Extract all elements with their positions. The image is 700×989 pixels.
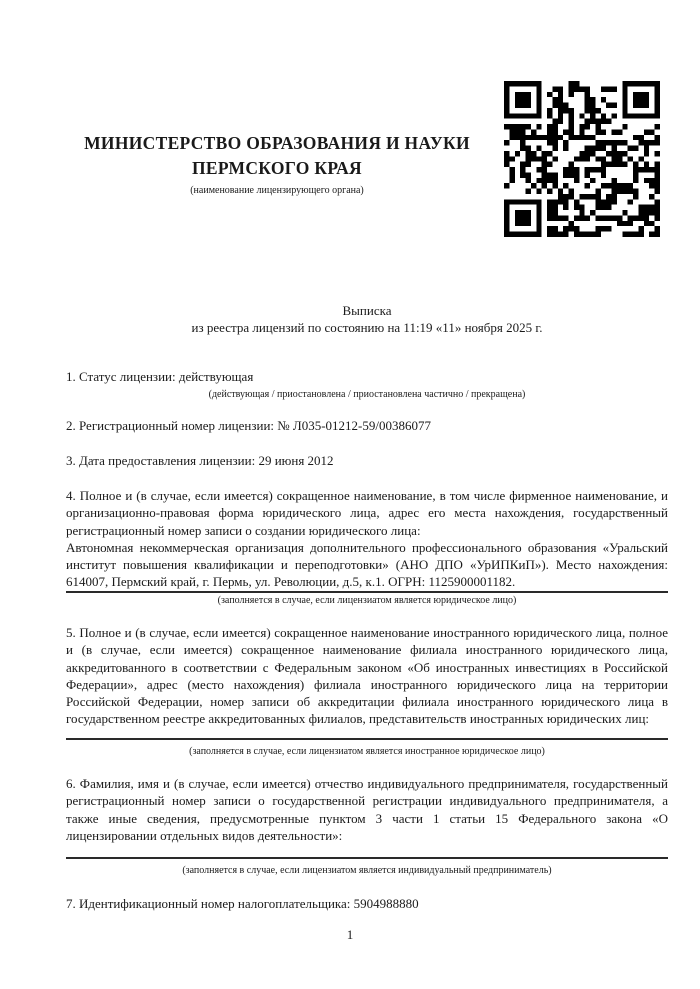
item7-taxpayer-id: 7. Идентификационный номер налогоплательщика: 5904988880 bbox=[66, 896, 419, 911]
issuing-authority-header bbox=[30, 131, 524, 197]
item1-caption: (действующая / приостановлена / приостановлена частично / прекращена) bbox=[208, 389, 526, 400]
paragraph-line: также иные сведения, предусмотренные пунктом 3 части 1 статьи 15 Федерального закона «О bbox=[66, 810, 668, 826]
page-number: 1 bbox=[346, 927, 354, 942]
paragraph-line: и (в случае, если имеется) сокращенное наименование филиала иностранного юридического лица, bbox=[66, 642, 668, 658]
ministry-name-line1: МИНИСТЕРСТВО ОБРАЗОВАНИЯ И НАУКИ bbox=[84, 133, 470, 153]
paragraph-line: 5. Полное и (в случае, если имеется) сокращенное наименование иностранного юридического лица, полное bbox=[66, 625, 668, 640]
paragraph-line: 4. Полное и (в случае, если имеется) сокращенное наименование, в том числе фирменное наименование, и bbox=[66, 488, 668, 503]
ministry-name-line2: ПЕРМСКОГО КРАЯ bbox=[192, 158, 362, 178]
item5-blank-line bbox=[66, 738, 668, 740]
paragraph-line: регистрационный номер записи о создании юридического лица: bbox=[66, 522, 421, 538]
item3-grant-date: 3. Дата предоставления лицензии: 29 июня 2012 bbox=[66, 453, 334, 468]
paragraph-line: Российской Федерации, номер записи об аккредитации филиала иностранного юридического лица в bbox=[66, 694, 668, 710]
paragraph-line: Федерации», адрес (место нахождения) филиала иностранного юридического лица на территории bbox=[66, 676, 668, 692]
document-title bbox=[66, 302, 668, 337]
title-line1: Выписка bbox=[342, 303, 392, 318]
item5-caption: (заполняется в случае, если лицензиатом является иностранное юридическое лицо) bbox=[189, 746, 545, 757]
item4-legal-entity-paragraph bbox=[66, 487, 668, 593]
item6-blank-line bbox=[66, 857, 668, 859]
item5-foreign-entity-paragraph bbox=[66, 624, 668, 728]
qr-code-icon bbox=[504, 81, 660, 237]
item6-caption: (заполняется в случае, если лицензиатом является индивидуальный предприниматель) bbox=[182, 865, 552, 876]
paragraph-line: регистрационный номер записи о государственной регистрации индивидуального предпринимателя, а bbox=[66, 793, 668, 809]
paragraph-line: аккредитованного в соответствии с Федеральным законом «Об иностранных инвестициях в Российской bbox=[66, 659, 668, 675]
title-line2: из реестра лицензий по состоянию на 11:19 «11» ноября 2025 г. bbox=[191, 320, 543, 336]
item6-entrepreneur-paragraph bbox=[66, 775, 668, 844]
paragraph-line: организационно-правовая форма юридического лица, адрес его места нахождения, государственный bbox=[66, 505, 668, 521]
item4-caption: (заполняется в случае, если лицензиатом является юридическое лицо) bbox=[217, 595, 517, 606]
ministry-caption: (наименование лицензирующего органа) bbox=[190, 185, 364, 196]
paragraph-line: 614007, Пермский край, г. Пермь, ул. Революции, д.5, к.1. ОГРН: 1125900001182. bbox=[66, 574, 516, 590]
paragraph-line: лицензировании отдельных видов деятельности»: bbox=[66, 827, 343, 843]
paragraph-line: Автономная некоммерческая организация дополнительного профессионального образования «Уральский bbox=[66, 539, 668, 555]
paragraph-line: государственном реестре аккредитованных филиалов, представительств иностранных юридических лиц: bbox=[66, 711, 650, 727]
item2-registration-number: 2. Регистрационный номер лицензии: № Л035-01212-59/00386077 bbox=[66, 418, 432, 433]
paragraph-line: 6. Фамилия, имя и (в случае, если имеется) отчество индивидуального предпринимателя, государственный bbox=[66, 776, 668, 791]
paragraph-line: институт повышения квалификации и переподготовки» (АНО ДПО «УрИПКиП»). Место нахождения: bbox=[66, 557, 668, 573]
item1-license-status: 1. Статус лицензии: действующая bbox=[66, 369, 254, 384]
